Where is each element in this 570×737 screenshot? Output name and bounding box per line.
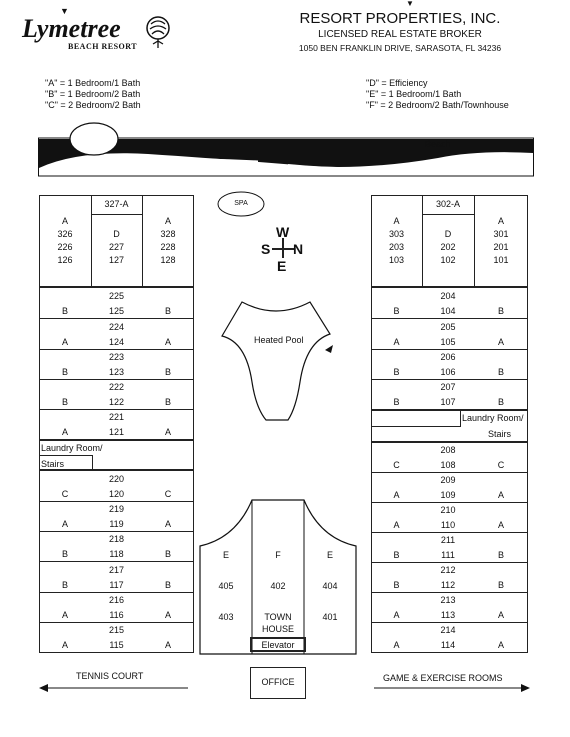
unit-type: B	[61, 397, 68, 407]
unit-type: A	[61, 427, 68, 437]
company-name: RESORT PROPERTIES, INC.	[299, 10, 501, 27]
unit-type: A	[61, 216, 68, 226]
unit-number: 103	[388, 255, 405, 265]
unit-type: A	[61, 640, 68, 650]
unit-type: A	[61, 337, 68, 347]
unit-type: A	[164, 427, 171, 437]
unit-type: C	[61, 489, 69, 499]
unit-number: 405	[218, 581, 234, 591]
unit-lower: 108	[440, 460, 456, 470]
unit-type: A	[393, 520, 400, 530]
unit-upper: 218	[108, 534, 125, 544]
unit-type: A	[164, 337, 171, 347]
unit-upper: 213	[440, 595, 456, 605]
unit-upper: 225	[108, 291, 125, 301]
unit-lower: 115	[109, 640, 124, 650]
beach-label: Beach	[425, 139, 451, 149]
unit-type: A	[164, 640, 171, 650]
unit-type: A	[164, 610, 171, 620]
unit-lower: 123	[108, 367, 125, 377]
unit-type: A	[393, 610, 400, 620]
legend-item: "A" = 1 Bedroom/1 Bath	[45, 78, 141, 88]
left-col1	[39, 216, 91, 266]
logo	[18, 6, 178, 52]
unit-type: B	[164, 549, 171, 559]
right-col2	[422, 229, 474, 266]
beach-band	[38, 120, 534, 180]
unit-type: A	[393, 337, 400, 347]
unit-type: A	[61, 519, 68, 529]
unit-number: 328	[160, 229, 176, 239]
unit-lower: 118	[109, 549, 124, 559]
logo-bird-icon: ▼	[60, 6, 69, 16]
unit-number: 127	[108, 255, 125, 265]
unit-type: B	[164, 397, 171, 407]
unit-type: B	[164, 367, 171, 377]
unit-number: 403	[218, 612, 234, 622]
unit-upper: 211	[440, 535, 456, 545]
unit-type: A	[497, 216, 504, 226]
unit-type: B	[61, 367, 68, 377]
unit-type: B	[393, 580, 400, 590]
legend-item: "B" = 1 Bedroom/2 Bath	[45, 89, 141, 99]
logo-subtitle: BEACH RESORT	[68, 42, 138, 51]
unit-type: D	[444, 229, 452, 239]
unit-type: B	[393, 306, 400, 316]
unit-type: A	[497, 337, 504, 347]
pointer-icon	[324, 344, 334, 354]
office-label: OFFICE	[261, 677, 295, 687]
unit-type: A	[393, 216, 400, 226]
unit-lower: 117	[109, 580, 124, 590]
unit-lower: 111	[441, 550, 455, 560]
legend-right	[366, 78, 509, 111]
unit-lower: 112	[440, 580, 456, 590]
legend-item: "D" = Efficiency	[366, 78, 428, 88]
unit-number: 226	[57, 242, 73, 252]
unit-type: C	[393, 460, 400, 470]
unit-number: 228	[160, 242, 176, 252]
unit-type: B	[61, 306, 68, 316]
left-top-label: 327-A	[104, 199, 129, 209]
compass-n: N	[293, 241, 304, 257]
right-col3	[474, 216, 528, 266]
unit-number: 227	[108, 242, 125, 252]
unit-lower: 120	[108, 489, 125, 499]
unit-number: 404	[322, 581, 338, 591]
unit-type: B	[497, 550, 504, 560]
arrow-right-icon	[372, 683, 532, 693]
elevator-label: Elevator	[261, 640, 295, 650]
right-col1	[371, 216, 422, 266]
unit-upper: 224	[108, 322, 125, 332]
unit-number: 101	[493, 255, 509, 265]
unit-type: A	[164, 519, 171, 529]
unit-number: 402	[270, 581, 286, 591]
unit-lower: 106	[440, 367, 456, 377]
unit-type: B	[393, 550, 400, 560]
unit-lower: 124	[108, 337, 125, 347]
left-col3	[142, 216, 194, 266]
unit-upper: 205	[440, 322, 456, 332]
legend-item: "C" = 2 Bedroom/2 Bath	[45, 100, 141, 110]
unit-lower: 104	[440, 306, 456, 316]
unit-lower: 125	[108, 306, 125, 316]
unit-lower: 113	[440, 610, 456, 620]
unit-upper: 219	[108, 504, 125, 514]
spa-label: SPA	[234, 200, 248, 207]
townhouse-label: TOWN	[264, 612, 292, 622]
unit-upper: 217	[108, 565, 125, 575]
stairs-label: Stairs	[41, 459, 65, 469]
unit-number: 102	[440, 255, 456, 265]
unit-type: A	[497, 490, 504, 500]
unit-type: B	[61, 549, 68, 559]
right-top-label: 302-A	[435, 199, 461, 209]
unit-lower: 109	[440, 490, 456, 500]
logo-name: Lymetree	[22, 14, 121, 43]
unit-type: C	[497, 460, 505, 470]
unit-lower: 110	[440, 520, 456, 530]
unit-upper: 209	[440, 475, 456, 485]
unit-type: D	[113, 229, 120, 239]
unit-upper: 210	[440, 505, 456, 515]
unit-type: A	[497, 610, 504, 620]
unit-type: F	[275, 550, 281, 560]
unit-upper: 222	[108, 382, 125, 392]
company-address: 1050 BEN FRANKLIN DRIVE, SARASOTA, FL 34236	[298, 43, 502, 53]
unit-lower: 105	[440, 337, 456, 347]
legend-left	[45, 78, 141, 111]
legend-item: "E" = 1 Bedroom/1 Bath	[366, 89, 462, 99]
compass-icon	[258, 224, 308, 276]
townhouse-label: HOUSE	[261, 624, 294, 634]
unit-number: 301	[493, 229, 509, 239]
unit-type: B	[164, 580, 171, 590]
unit-type: B	[393, 367, 400, 377]
elevator	[250, 637, 306, 652]
tennis-court-label: TENNIS COURT	[76, 671, 144, 681]
compass-s: S	[261, 241, 271, 257]
unit-type: E	[326, 550, 333, 560]
unit-type: B	[497, 580, 504, 590]
unit-lower: 107	[440, 397, 456, 407]
unit-upper: 223	[108, 352, 125, 362]
laundry-label: Laundry Room/	[41, 443, 103, 453]
unit-number: 401	[322, 612, 338, 622]
arrow-left-icon	[38, 683, 190, 693]
unit-lower: 122	[108, 397, 125, 407]
unit-lower: 116	[109, 610, 124, 620]
unit-lower: 121	[108, 427, 125, 437]
unit-type: C	[164, 489, 172, 499]
unit-type: A	[61, 610, 68, 620]
unit-number: 303	[388, 229, 405, 239]
unit-upper: 212	[440, 565, 456, 575]
unit-upper: 216	[108, 595, 125, 605]
pool-label: Heated Pool	[254, 335, 304, 345]
unit-type: A	[393, 490, 400, 500]
game-rooms-label: GAME & EXERCISE ROOMS	[383, 673, 503, 683]
unit-upper: 208	[440, 445, 456, 455]
unit-lower: 119	[109, 519, 124, 529]
unit-upper: 220	[108, 474, 125, 484]
unit-number: 201	[493, 242, 509, 252]
unit-number: 326	[57, 229, 73, 239]
unit-upper: 204	[440, 291, 456, 301]
heated-pool-outline	[220, 298, 332, 422]
unit-type: A	[393, 640, 400, 650]
left-col2	[91, 229, 142, 266]
unit-type: A	[497, 640, 504, 650]
unit-type: B	[497, 306, 504, 316]
unit-upper: 215	[108, 625, 125, 635]
legend-item: "F" = 2 Bedroom/2 Bath/Townhouse	[366, 100, 509, 110]
header-bird-icon: ▼	[406, 0, 414, 8]
unit-type: E	[222, 550, 229, 560]
unit-type: B	[61, 580, 68, 590]
laundry-label: Laundry Room/	[462, 413, 524, 423]
unit-type: A	[164, 216, 171, 226]
unit-type: B	[497, 367, 504, 377]
unit-type: B	[393, 397, 400, 407]
unit-number: 126	[57, 255, 73, 265]
compass-e: E	[277, 258, 287, 274]
unit-lower: 114	[440, 640, 456, 650]
unit-number: 128	[160, 255, 176, 265]
unit-type: B	[497, 397, 504, 407]
compass-w: W	[276, 224, 290, 240]
unit-upper: 221	[108, 412, 125, 422]
rose-icon	[142, 14, 174, 50]
unit-type: A	[497, 520, 504, 530]
stairs-label: Stairs	[488, 429, 512, 439]
unit-number: 202	[440, 242, 456, 252]
unit-type: B	[164, 306, 171, 316]
unit-upper: 207	[440, 382, 456, 392]
unit-upper: 214	[440, 625, 456, 635]
company-license: LICENSED REAL ESTATE BROKER	[318, 29, 482, 40]
unit-upper: 206	[440, 352, 456, 362]
unit-number: 203	[388, 242, 405, 252]
